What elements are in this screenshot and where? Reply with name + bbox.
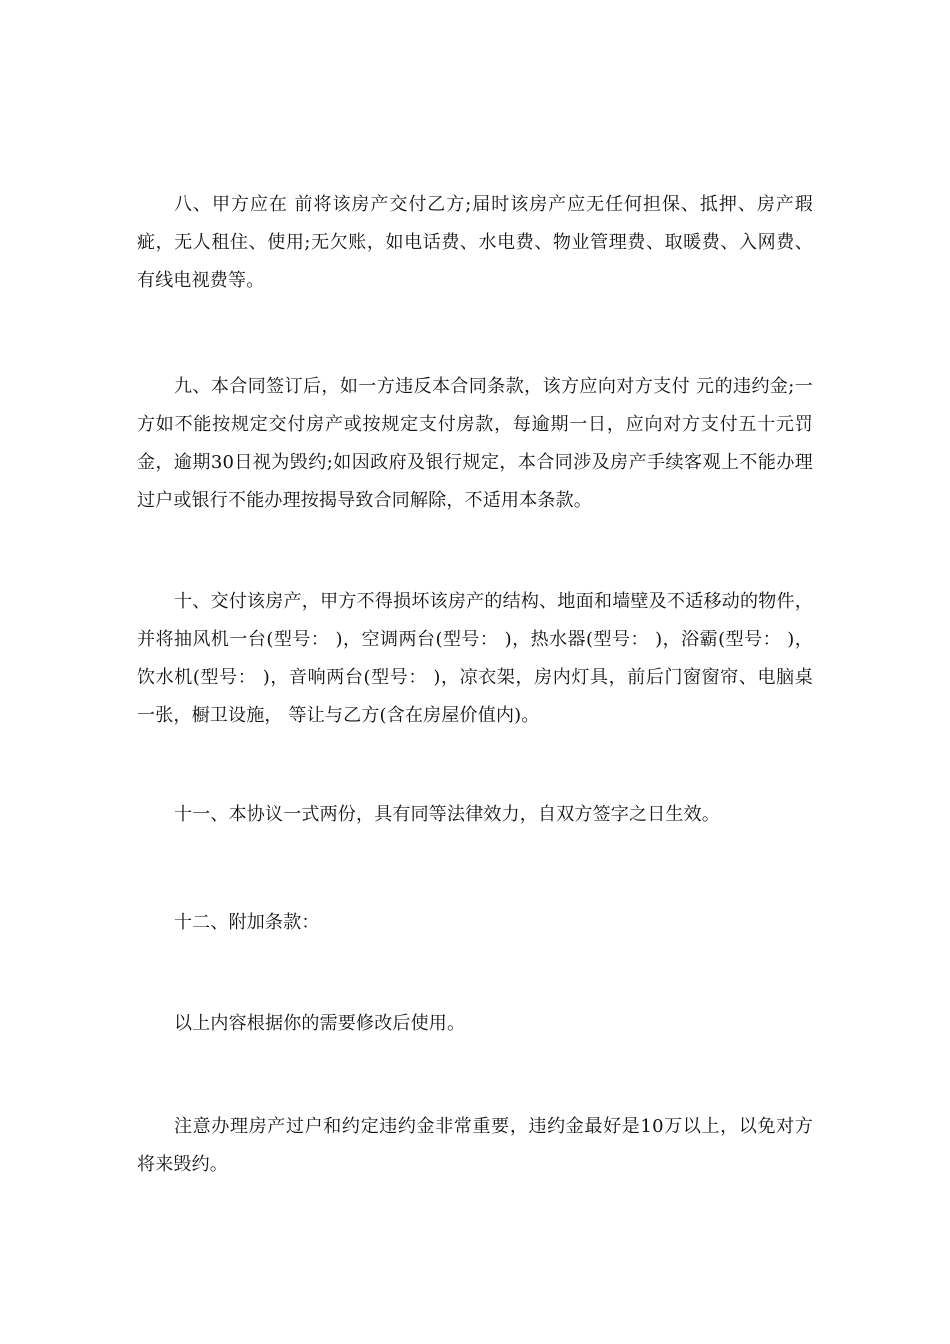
clause-11-paragraph: 十一、本协议一式两份，具有同等法律效力，自双方签字之日生效。 <box>174 804 720 825</box>
clause-8-paragraph: 八、甲方应在 前将该房产交付乙方;届时该房产应无任何担保、抵押、房产瑕疵，无人租住、使用;无欠账，如电话费、水电费、物业管理费、取暖费、入网费、有线电视费等。 <box>137 194 813 291</box>
attention-note-paragraph: 注意办理房产过户和约定违约金非常重要，违约金最好是10万以上，以免对方将来毁约。 <box>137 1116 813 1175</box>
clause-10-paragraph: 十、交付该房产，甲方不得损坏该房产的结构、地面和墙壁及不适移动的物件，并将抽风机一台(型号： )，空调两台(型号： )，热水器(型号： )，浴霸(型号： )，饮水机(型号： )，音响两台(型号： )，凉衣架，房内灯具，前后门窗窗帘、电脑桌一张，橱卫设施， 等让与乙方(含在房屋价值内)。 <box>137 591 813 726</box>
clause-9-paragraph: 九、本合同签订后，如一方违反本合同条款，该方应向对方支付 元的违约金;一方如不能按规定交付房产或按规定支付房款，每逾期一日，应向对方支付五十元罚金，逾期30日视为毁约;如因政府及银行规定，本合同涉及房产手续客观上不能办理过户或银行不能办理按揭导致合同解除，不适用本条款。 <box>137 376 813 511</box>
usage-note-paragraph: 以上内容根据你的需要修改后使用。 <box>174 1013 466 1034</box>
clause-12-paragraph: 十二、附加条款： <box>174 912 320 933</box>
